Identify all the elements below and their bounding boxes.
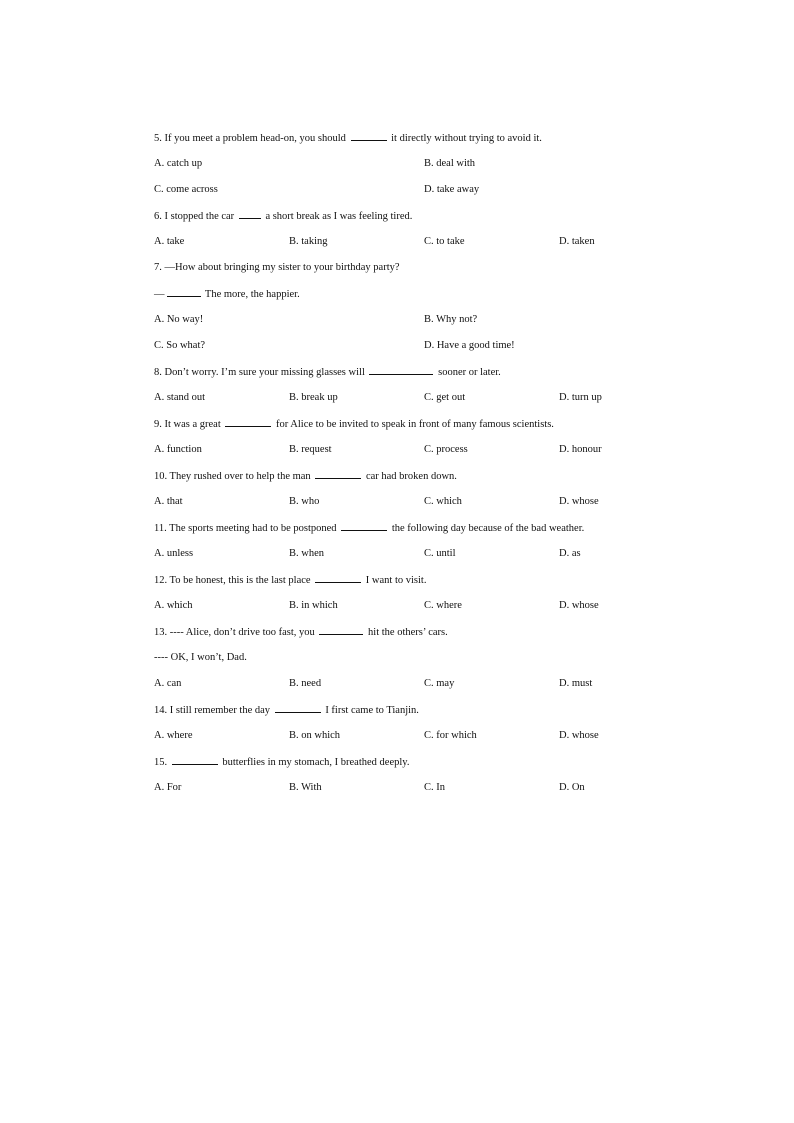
option-a[interactable]: A. catch up (154, 158, 203, 169)
option-c[interactable]: C. may (424, 678, 455, 689)
question-text: hit the others’ cars. (365, 627, 448, 638)
dialogue-reply (154, 284, 634, 310)
answer-blank (315, 570, 361, 583)
option-c[interactable]: C. for which (424, 730, 477, 741)
question-stem (154, 518, 634, 544)
option-c[interactable]: C. until (424, 548, 456, 559)
answer-blank (172, 752, 218, 765)
question-text: for Alice to be invited to speak in front of many famous scientists. (273, 419, 554, 430)
option-c[interactable]: C. In (424, 782, 445, 793)
question-text: a short break as I was feeling tired. (262, 211, 413, 222)
option-d[interactable]: D. whose (559, 496, 599, 507)
question-text: 15. (154, 757, 170, 768)
answer-blank (275, 700, 321, 713)
option-d[interactable]: D. turn up (559, 392, 602, 403)
question-stem (154, 258, 634, 284)
question-stem (154, 752, 634, 778)
question-text: 5. If you meet a problem head-on, you should (154, 133, 349, 144)
option-a[interactable]: A. that (154, 496, 183, 507)
question-text: it directly without trying to avoid it. (388, 133, 542, 144)
options-row (154, 154, 634, 180)
option-b[interactable]: B. when (289, 548, 324, 559)
question-stem (154, 362, 634, 388)
question-stem (154, 414, 634, 440)
option-b[interactable]: B. With (289, 782, 322, 793)
option-b[interactable]: B. break up (289, 392, 338, 403)
option-b[interactable]: B. request (289, 444, 332, 455)
dialogue-reply: ---- OK, I won’t, Dad. (154, 652, 247, 663)
answer-blank (351, 128, 387, 141)
options-row (154, 310, 634, 336)
question-stem (154, 128, 634, 154)
question-text: I first came to Tianjin. (322, 705, 419, 716)
option-a[interactable]: A. where (154, 730, 193, 741)
answer-blank (315, 466, 361, 479)
answer-blank (225, 414, 271, 427)
options-row (154, 232, 634, 258)
question-text: 14. I still remember the day (154, 705, 273, 716)
option-c[interactable]: C. where (424, 600, 462, 611)
question-text: 11. The sports meeting had to be postponed (154, 523, 340, 534)
option-b[interactable]: B. need (289, 678, 322, 689)
options-row (154, 674, 634, 700)
option-c[interactable]: C. get out (424, 392, 466, 403)
question-text: 12. To be honest, this is the last place (154, 575, 314, 586)
option-b[interactable]: B. in which (289, 600, 338, 611)
question-text: I want to visit. (363, 575, 427, 586)
options-row (154, 180, 634, 206)
options-row (154, 726, 634, 752)
option-d[interactable]: D. take away (424, 184, 480, 195)
option-a[interactable]: A. stand out (154, 392, 206, 403)
options-row (154, 492, 634, 518)
option-c[interactable]: C. So what? (154, 340, 206, 351)
option-c[interactable]: C. which (424, 496, 462, 507)
question-text: 13. ---- Alice, don’t drive too fast, you (154, 627, 318, 638)
answer-blank (319, 622, 363, 635)
question-text: butterflies in my stomach, I breathed deeply. (219, 757, 410, 768)
question-text: car had broken down. (363, 471, 457, 482)
option-b[interactable]: B. deal with (424, 158, 476, 169)
option-d[interactable]: D. Have a good time! (424, 340, 515, 351)
option-a[interactable]: A. can (154, 678, 182, 689)
question-stem (154, 466, 634, 492)
question-text: 7. —How about bringing my sister to your birthday party? (154, 262, 400, 273)
answer-blank (167, 284, 201, 297)
options-row (154, 336, 634, 362)
answer-blank (369, 362, 433, 375)
reply-dash: — (154, 289, 165, 300)
options-row (154, 596, 634, 622)
option-b[interactable]: B. on which (289, 730, 341, 741)
question-text: 6. I stopped the car (154, 211, 237, 222)
answer-blank (239, 206, 261, 219)
reply-text: The more, the happier. (202, 289, 300, 300)
option-a[interactable]: A. take (154, 236, 185, 247)
option-a[interactable]: A. which (154, 600, 193, 611)
option-d[interactable]: D. whose (559, 600, 599, 611)
option-d[interactable]: D. taken (559, 236, 595, 247)
option-c[interactable]: C. process (424, 444, 468, 455)
option-a[interactable]: A. function (154, 444, 202, 455)
exam-page (154, 128, 634, 804)
options-row (154, 778, 634, 804)
question-stem (154, 570, 634, 596)
question-text: 10. They rushed over to help the man (154, 471, 314, 482)
options-row (154, 440, 634, 466)
option-d[interactable]: D. as (559, 548, 581, 559)
question-text: the following day because of the bad weather. (389, 523, 585, 534)
question-stem (154, 700, 634, 726)
question-text: sooner or later. (435, 367, 501, 378)
option-c[interactable]: C. to take (424, 236, 465, 247)
options-row (154, 544, 634, 570)
option-c[interactable]: C. come across (154, 184, 218, 195)
option-d[interactable]: D. On (559, 782, 585, 793)
option-a[interactable]: A. No way! (154, 314, 204, 325)
question-text: 8. Don’t worry. I’m sure your missing glasses will (154, 367, 368, 378)
option-a[interactable]: A. For (154, 782, 182, 793)
option-d[interactable]: D. honour (559, 444, 602, 455)
options-row (154, 388, 634, 414)
question-text: 9. It was a great (154, 419, 224, 430)
option-b[interactable]: B. who (289, 496, 320, 507)
question-stem (154, 206, 634, 232)
option-d[interactable]: D. whose (559, 730, 599, 741)
question-stem (154, 622, 634, 648)
answer-blank (341, 518, 387, 531)
option-a[interactable]: A. unless (154, 548, 194, 559)
option-b[interactable]: B. Why not? (424, 314, 478, 325)
option-b[interactable]: B. taking (289, 236, 328, 247)
option-d[interactable]: D. must (559, 678, 593, 689)
